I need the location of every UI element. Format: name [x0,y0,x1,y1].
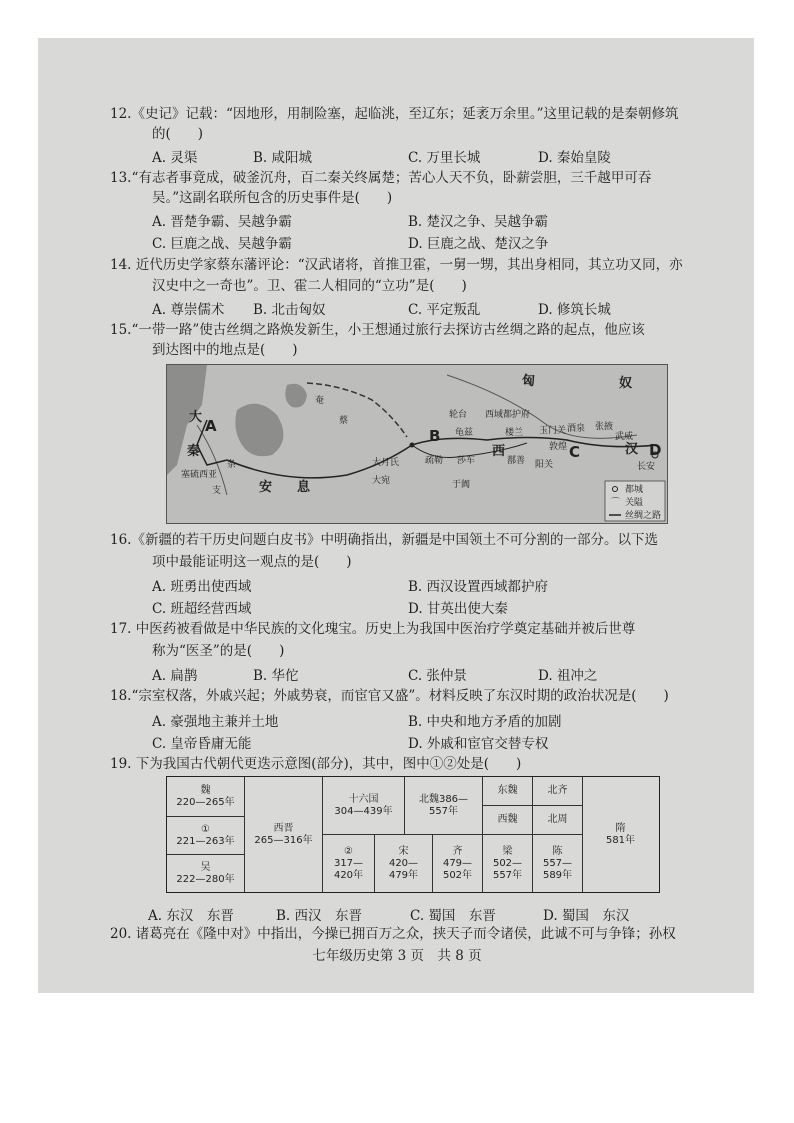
q16-option-c: C. 班超经营西域 [152,601,252,617]
place-jiuquan: 酒泉 [567,424,586,434]
q13-option-d: D. 巨鹿之战、楚汉之争 [408,236,549,252]
cell-beiwei-name: 北魏386— [418,793,469,805]
place-wuwei: 武威 [615,432,634,442]
cell-blank-2-mark: ② [344,845,353,857]
place-changan: 长安 [637,462,656,472]
q15-line1: 15.“一带一路”使古丝绸之路焕发新生，小王想通过旅行去探访古丝绸之路的起点，他应该 [110,322,645,338]
cell-xiwei-name: 西魏 [497,814,518,825]
cell-blank-1-years: 221—263年 [176,835,235,847]
place-yangguan: 阳关 [535,460,554,470]
point-d: D [649,441,662,459]
region-xi: 西 [492,444,506,459]
cell-shiliuguo-years: 304—439年 [334,805,393,817]
q16-line2: 项中最能证明这一观点的是( ) [152,554,352,570]
cell-sui-years: 581年 [605,834,636,846]
region-xi2: 息 [297,480,311,495]
point-a: A [205,417,217,435]
silk-road-map [166,364,668,524]
cell-chen-name: 陈 [552,845,563,857]
q12-option-d: D. 秦始皇陵 [538,150,611,166]
q19-option-a: A. 东汉 东晋 [148,908,234,924]
q17-line1: 17. 中医药被看做是中华民族的文化瑰宝。历史上为我国中医治疗学奠定基础并被后世尊 [110,621,636,637]
q13-line2: 吴。”这副名联所包含的历史事件是( ) [152,190,393,206]
caspian-sea [235,404,283,457]
cell-beiqi [533,777,583,806]
legend-pass: 关隘 [625,498,644,508]
cell-blank-2-years-1: 317— [333,857,364,869]
cell-qi [433,835,483,892]
q19-option-b: B. 西汉 东晋 [276,908,363,924]
cell-wu-years: 222—280年 [176,873,235,885]
cell-chen [533,835,583,892]
q13-option-b: B. 楚汉之争、吴越争霸 [408,214,549,230]
region-da: 大 [189,410,203,425]
cell-liang-years-1: 502— [492,857,523,869]
cell-chen-years-1: 557— [542,857,573,869]
cell-xijin [245,777,323,892]
q14-line2: 汉史中之一奇也”。卫、霍二人相同的“立功”是( ) [152,278,467,294]
q17-option-c: C. 张仲景 [408,668,467,684]
point-c: C [569,443,581,461]
legend-capital: 都城 [625,485,644,495]
place-duhufu: 西域都护府 [485,410,531,420]
silk-road-map-svg [167,365,667,523]
q12-option-b: B. 咸阳城 [253,150,313,166]
q16-option-d: D. 甘英出使大秦 [408,601,508,617]
q14-option-d: D. 修筑长城 [538,302,611,318]
q17-option-b: B. 华佗 [253,668,299,684]
page-footer: 七年级历史第 3 页 共 8 页 [312,948,482,964]
cell-liang-name: 梁 [502,845,513,857]
region-xiongnu-2: 奴 [619,376,633,391]
q14-option-c: C. 平定叛乱 [408,302,481,318]
q12-option-a: A. 灵渠 [152,150,198,166]
place-dayuezhi: 大月氏 [372,458,400,468]
region-yan: 奄 [315,396,325,406]
cell-qi-name: 齐 [452,845,463,857]
cell-chen-years-2: 589年 [542,869,573,881]
region-cai: 蔡 [339,416,349,426]
cell-blank-2-years-2: 420年 [333,869,364,881]
cell-beiwei [405,777,483,835]
q19-line1: 19. 下为我国古代朝代更迭示意图(部分)，其中，图中①②处是( ) [110,756,522,772]
cell-qi-years-2: 502年 [442,869,473,881]
cell-xijin-years: 265—316年 [254,834,313,846]
northern-route [307,383,407,437]
q16-option-b: B. 西汉设置西域都护府 [408,579,549,595]
q18-option-a: A. 豪强地主兼并土地 [152,714,279,730]
q17-option-d: D. 祖冲之 [538,668,598,684]
place-dunhuang: 敦煌 [549,442,568,452]
q12-line2: 的( ) [152,126,204,142]
aral-sea [285,384,307,408]
point-b: B [429,427,441,445]
dynasty-table [166,776,660,893]
cell-song-years-1: 420— [388,857,419,869]
q17-line2: 称为“医圣”的是( ) [152,643,285,659]
region-qin: 秦 [187,444,201,459]
q18-option-b: B. 中央和地方矛盾的加剧 [408,714,562,730]
cell-blank-1-mark: ① [201,823,210,835]
region-han: 汉 [625,442,639,457]
place-shanshan: 鄯善 [507,456,526,466]
q12-line1: 12.《史记》记载：“因地形，用制险塞，起临洮，至辽东；延袤万余里。”这里记载的是秦朝修筑 [110,106,679,122]
place-yumenguan: 玉门关 [539,426,567,436]
place-qiuci: 疏勒 [425,456,444,466]
cell-shiliuguo [323,777,405,835]
cell-qi-years-1: 479— [442,857,473,869]
q14-option-b: B. 北击匈奴 [253,302,326,318]
cell-song [375,835,433,892]
cell-wei [167,777,245,817]
city-marker-b [410,443,415,448]
q14-line1: 14. 近代历史学家蔡东藩评论：“汉武诸将，首推卫霍，一舅一甥，其出身相同，其立功又同，亦 [110,257,683,273]
q13-option-a: A. 晋楚争霸、吴越争霸 [152,214,292,230]
cell-liang-years-2: 557年 [492,869,523,881]
cell-sui-name: 隋 [615,822,626,834]
place-shache: 莎车 [457,456,476,466]
q19-option-d: D. 蜀国 东汉 [543,908,630,924]
cell-song-years-2: 479年 [388,869,419,881]
q18-option-c: C. 皇帝昏庸无能 [152,736,252,752]
region-xiongnu-1: 匈 [522,374,536,389]
region-zhi: 支 [212,486,222,496]
place-lou: 楼兰 [505,428,524,438]
place-xiliang: 塞硫西亚 [181,470,218,480]
place-zhangye: 张掖 [595,422,614,432]
cell-blank-1 [167,817,245,855]
q18-line1: 18.“宗室权落，外戚兴起；外戚势衰，而宦官又盛”。材料反映了东汉时期的政治状况是( ) [110,688,669,704]
cell-wei-name: 魏 [200,784,211,796]
cell-dongwei [483,777,533,806]
q16-line1: 16.《新疆的若干历史问题白皮书》中明确指出，新疆是中国领土不可分割的一部分。以下选 [110,532,658,548]
q13-line1: 13.“有志者事竟成，破釜沉舟，百二秦关终属楚；苦心人天不负，卧薪尝胆，三千越甲可吞 [110,170,652,186]
q13-option-c: C. 巨鹿之战、吴越争霸 [152,236,292,252]
cell-beizhou-name: 北周 [547,814,568,825]
cell-blank-2 [323,835,375,892]
cell-wu-name: 吴 [200,861,211,873]
cell-beiwei-years: 557年 [428,805,459,817]
region-an: 安 [259,480,273,495]
cell-beizhou [533,806,583,835]
cell-liang [483,835,533,892]
region-tiao: 条 [227,460,237,470]
cell-wei-years: 220—265年 [176,796,235,808]
cell-xijin-name: 西晋 [273,822,294,834]
cell-beiqi-name: 北齐 [547,785,568,796]
cell-wu [167,855,245,892]
q12-option-c: C. 万里长城 [408,150,481,166]
q17-option-a: A. 扁鹊 [152,668,198,684]
cell-sui [583,777,658,892]
cell-shiliuguo-name: 十六国 [348,793,379,805]
place-guizi: 龟兹 [455,428,474,438]
legend-route: 丝绸之路 [625,511,662,521]
q20-line1: 20. 诸葛亮在《隆中对》中指出，今操已拥百万之众，挟天子而令诸侯，此诚不可与争锋；孙权 [110,926,676,942]
q14-option-a: A. 尊崇儒术 [152,302,225,318]
place-yutian: 于阗 [452,480,471,490]
q16-option-a: A. 班勇出使西域 [152,579,252,595]
q15-line2: 到达图中的地点是( ) [152,342,298,358]
place-hunan: 轮台 [449,410,468,420]
legend-pass-icon: ⌒ [611,498,621,508]
place-dawan: 大宛 [372,476,391,486]
cell-song-name: 宋 [398,845,409,857]
q19-option-c: C. 蜀国 东晋 [410,908,496,924]
q18-option-d: D. 外戚和宦官交替专权 [408,736,549,752]
cell-xiwei [483,806,533,835]
cell-dongwei-name: 东魏 [497,785,518,796]
